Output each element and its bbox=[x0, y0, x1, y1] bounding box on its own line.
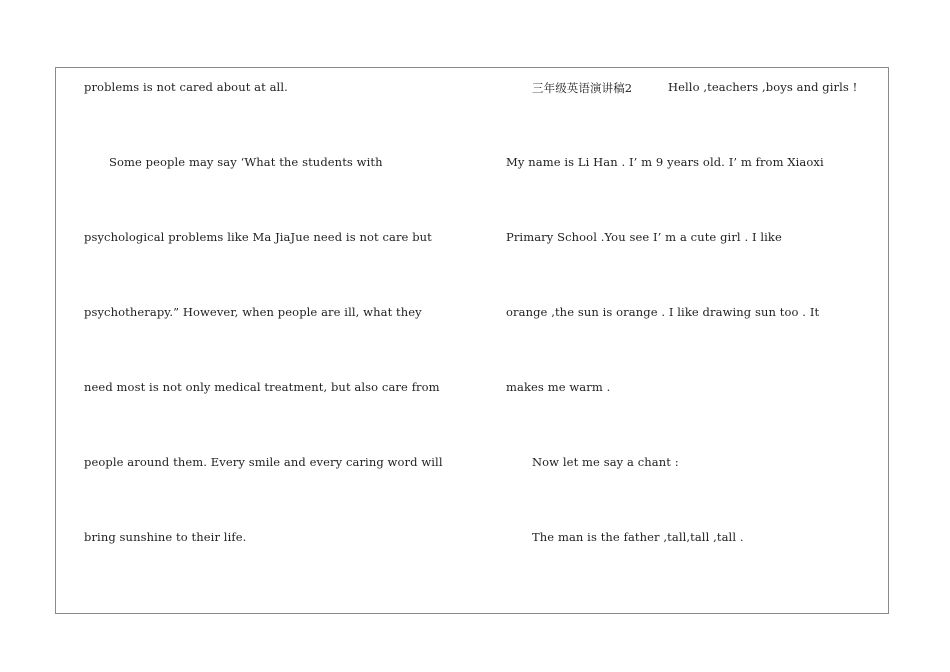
right-line-3: Primary School .You see I’ m a cute girl . I like bbox=[506, 230, 782, 244]
left-line-7: bring sunshine to their life. bbox=[84, 530, 247, 544]
left-line-6: people around them. Every smile and every caring word will bbox=[84, 455, 443, 469]
left-line-2: Some people may say ‘What the students with bbox=[109, 155, 383, 169]
right-line-2: My name is Li Han . I’ m 9 years old. I’ m from Xiaoxi bbox=[506, 155, 824, 169]
right-line-4: orange ,the sun is orange . I like drawing sun too . It bbox=[506, 305, 820, 319]
left-line-1: problems is not cared about at all. bbox=[84, 80, 288, 94]
speech-title: 三年级英语演讲稿2 bbox=[532, 81, 633, 95]
right-line-5: makes me warm . bbox=[506, 380, 611, 394]
right-line-1: Hello ,teachers ,boys and girls ! bbox=[668, 80, 858, 94]
left-line-3: psychological problems like Ma JiaJue need is not care but bbox=[84, 230, 432, 244]
left-line-4: psychotherapy.” However, when people are ill, what they bbox=[84, 305, 422, 319]
left-line-5: need most is not only medical treatment, but also care from bbox=[84, 380, 440, 394]
right-line-7: The man is the father ,tall,tall ,tall . bbox=[532, 530, 744, 544]
right-line-6: Now let me say a chant : bbox=[532, 455, 679, 469]
